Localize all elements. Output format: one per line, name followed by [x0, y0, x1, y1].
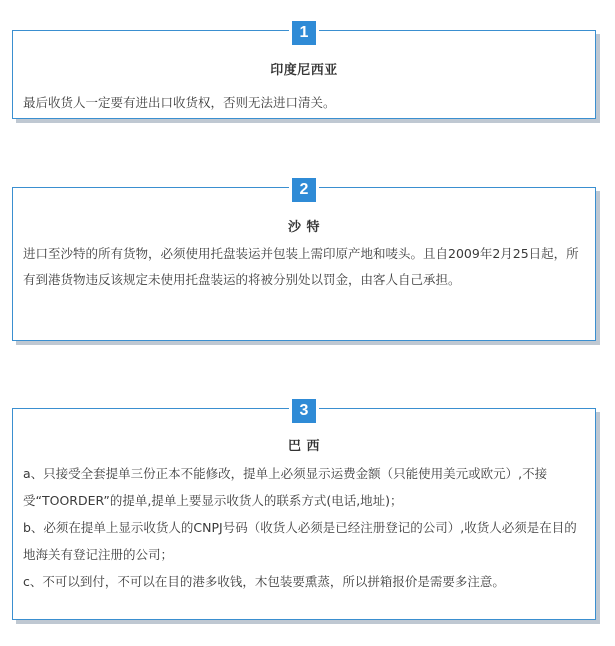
- section-title: 印度尼西亚: [270, 63, 338, 78]
- section-body: [13, 90, 595, 116]
- section-title: 沙 特: [287, 220, 321, 235]
- section-body: [13, 241, 595, 293]
- section-number-badge: 3: [289, 396, 319, 426]
- section-paragraph-a: a、只接受全套提单三份正本不能修改，提单上必须显示运费金额（只能使用美元或欧元）,不接受“TOORDER”的提单,提单上要显示收货人的联系方式(电话,地址)；: [23, 466, 548, 508]
- section-paragraph-c: c、不可以到付，不可以在目的港多收钱，木包装要熏蒸，所以拼箱报价是需要多注意。: [23, 574, 505, 589]
- section-body: [13, 460, 595, 595]
- section-number-badge: 1: [289, 18, 319, 48]
- section-paragraph: 进口至沙特的所有货物，必须使用托盘装运并包装上需印原产地和唛头。且自2009年2月25日起，所有到港货物违反该规定未使用托盘装运的将被分别处以罚金，由客人自己承担。: [23, 246, 579, 287]
- section-card-brazil: [12, 402, 596, 620]
- section-paragraph-b: b、必须在提单上显示收货人的CNPJ号码（收货人必须是已经注册登记的公司）,收货人必须是在目的地海关有登记注册的公司；: [23, 520, 577, 562]
- section-card-indonesia: [12, 24, 596, 119]
- section-card-saudi-arabia: [12, 181, 596, 341]
- section-paragraph: 最后收货人一定要有进出口收货权，否则无法进口清关。: [23, 95, 336, 110]
- section-title: 巴 西: [287, 439, 321, 454]
- section-number-badge: 2: [289, 175, 319, 205]
